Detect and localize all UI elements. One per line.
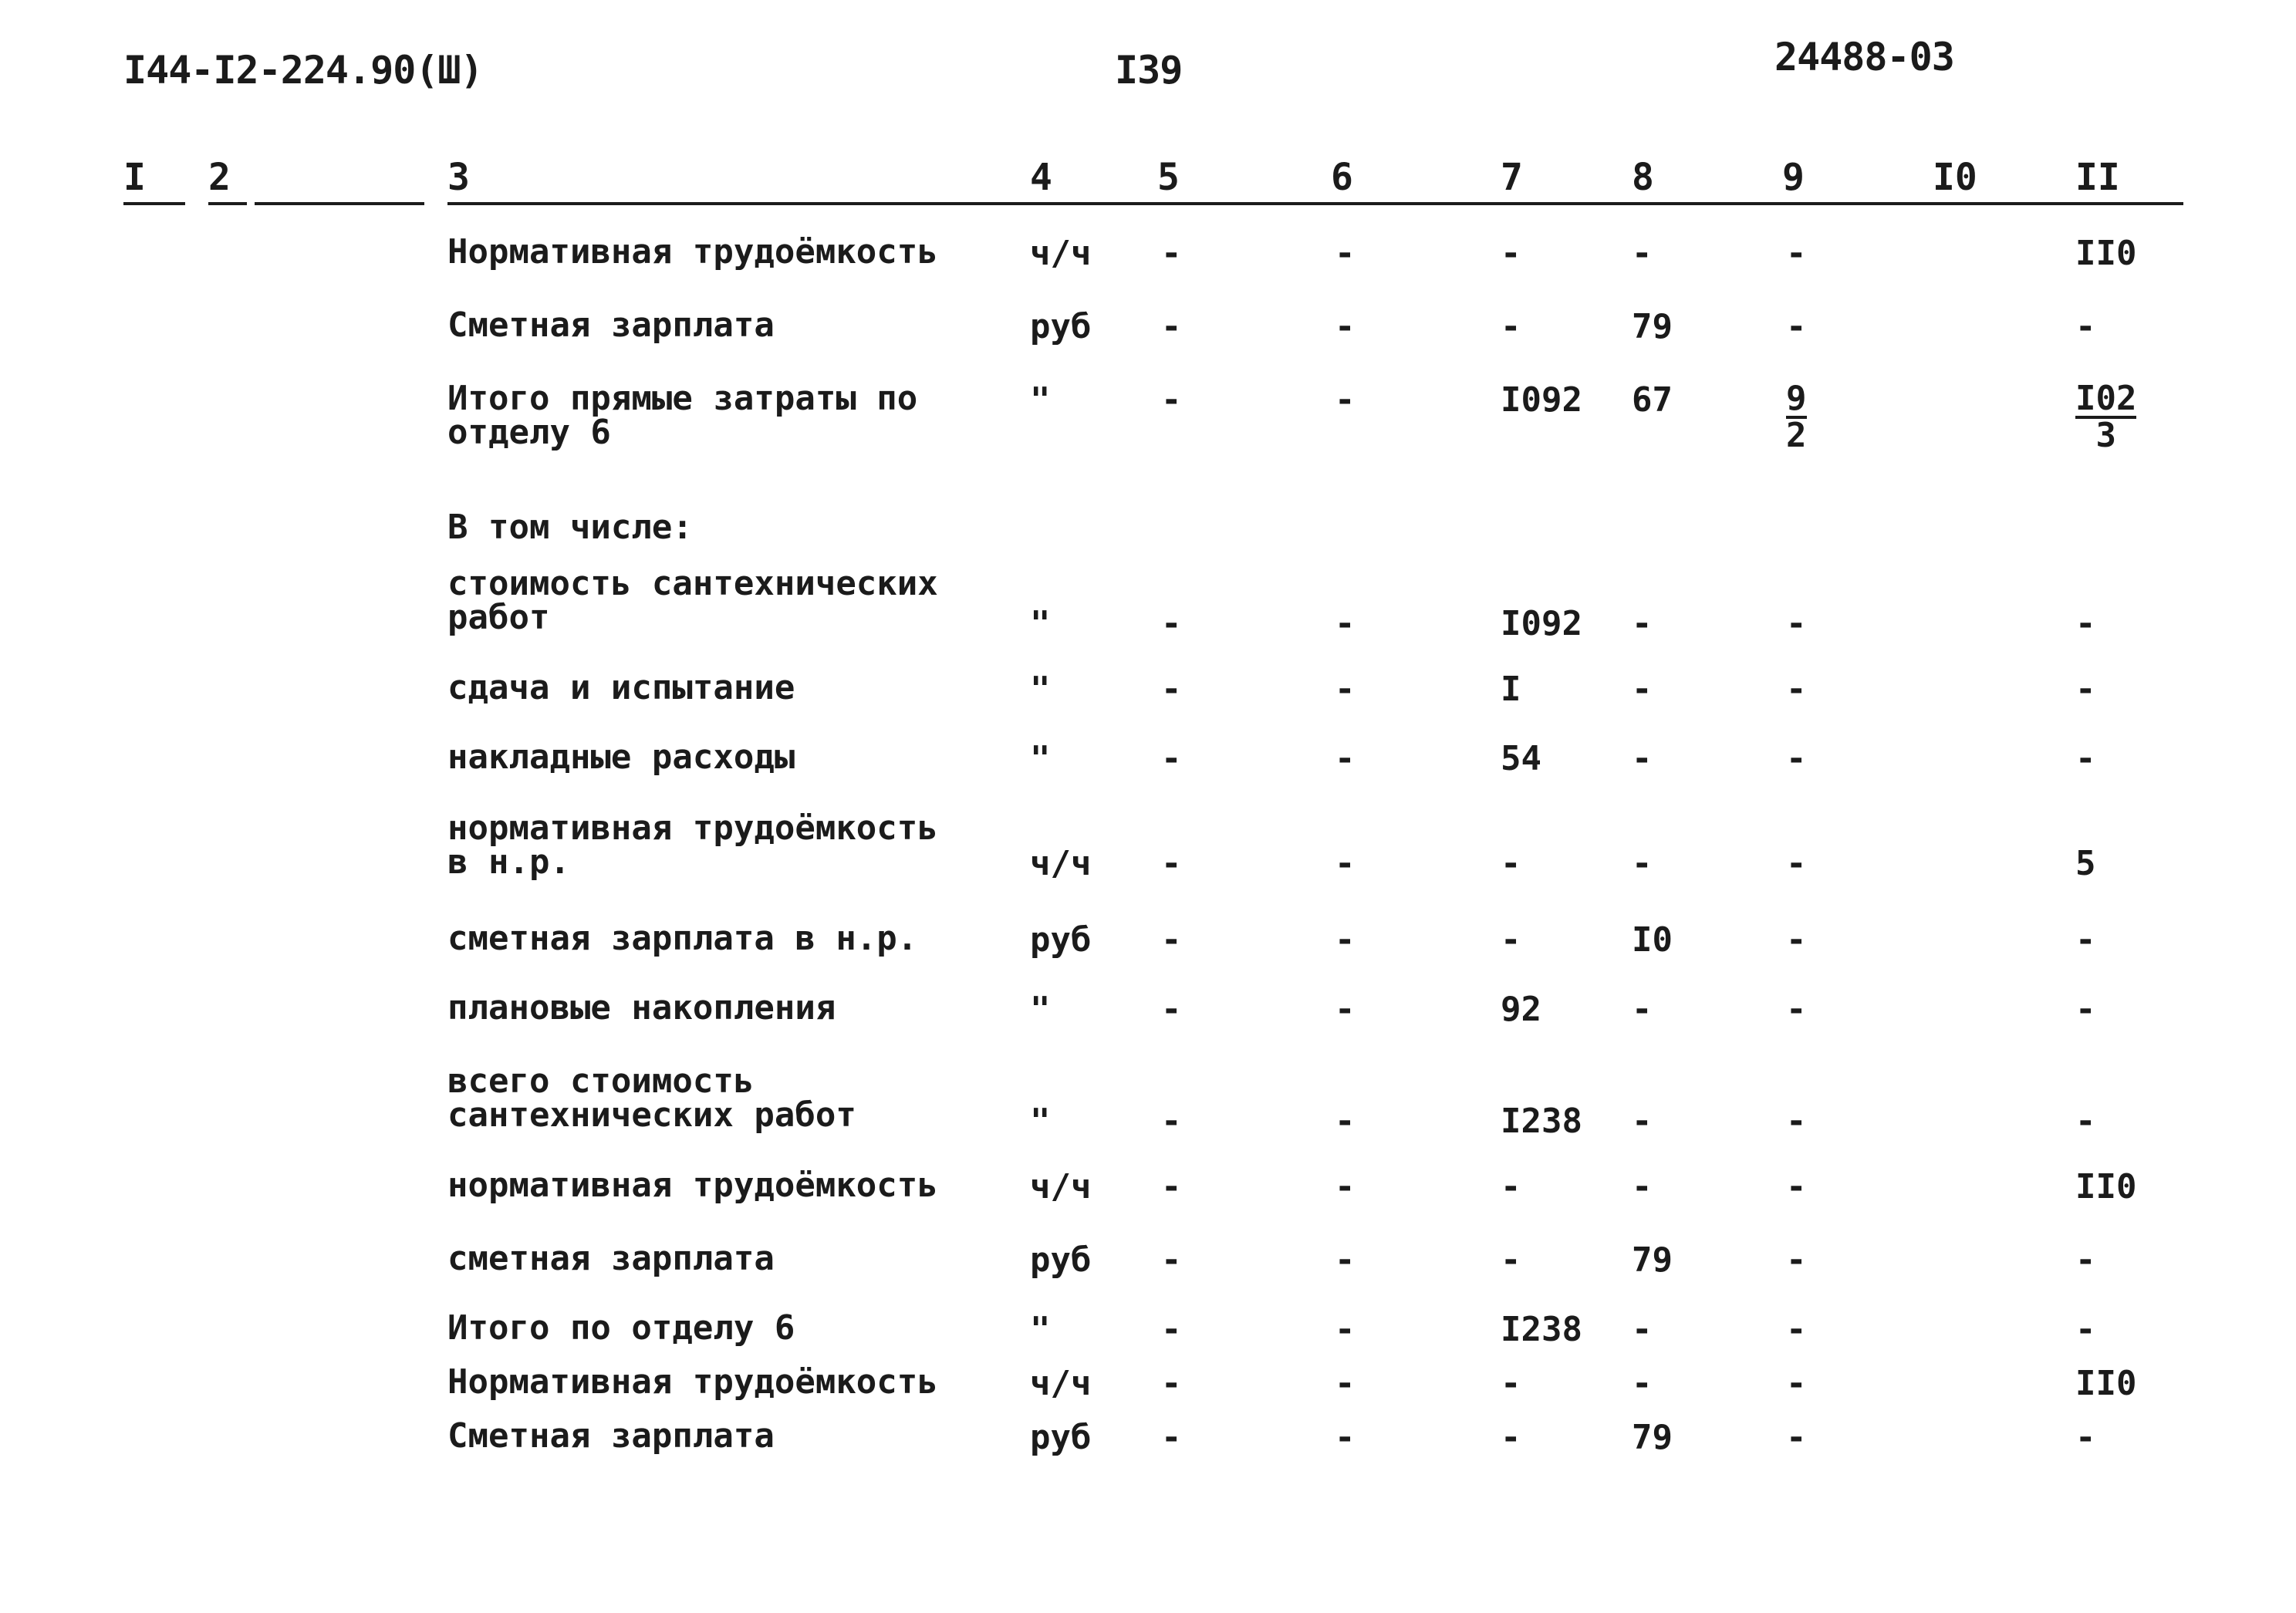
row-value-c5: - xyxy=(1161,1418,1182,1457)
row-value-c5: - xyxy=(1161,1364,1182,1403)
row-name: Сметная зарплата xyxy=(447,1416,775,1456)
row-value-c11: - xyxy=(2075,604,2096,643)
row-value-c11: 5 xyxy=(2075,844,2096,883)
row-name: сметная зарплата xyxy=(447,1239,775,1278)
row-value-c6: - xyxy=(1335,380,1356,420)
row-value-c5: - xyxy=(1161,844,1182,883)
row-name: Итого по отделу 6 xyxy=(447,1308,795,1348)
row-value-c6: - xyxy=(1335,307,1356,346)
row-value-c9: - xyxy=(1786,1167,1807,1206)
row-value-c9: - xyxy=(1786,920,1807,960)
row-value-c8: 79 xyxy=(1632,1240,1673,1280)
row-value-c5: - xyxy=(1161,234,1182,273)
row-name: плановые накопления xyxy=(447,988,836,1028)
row-value-c6: - xyxy=(1335,1310,1356,1349)
row-value-c5: - xyxy=(1161,1240,1182,1280)
row-value-c7: I092 xyxy=(1501,604,1582,643)
row-value-c6: - xyxy=(1335,1102,1356,1141)
row-value-c9: - xyxy=(1786,670,1807,709)
row-value-c8: - xyxy=(1632,604,1653,643)
row-name: нормативная трудоёмкость в н.р. xyxy=(447,808,938,882)
row-value-c7: I238 xyxy=(1501,1310,1582,1349)
row-value-c8: - xyxy=(1632,1167,1653,1206)
row-unit: руб xyxy=(1030,307,1092,346)
row-value-c8: - xyxy=(1632,1364,1653,1403)
row-value-c11: - xyxy=(2075,739,2096,778)
row-name: накладные расходы xyxy=(447,737,795,777)
row-fraction-c9 xyxy=(1786,379,1807,455)
row-value-c9: - xyxy=(1786,1418,1807,1457)
row-value-c5: - xyxy=(1161,1102,1182,1141)
row-value-c8: - xyxy=(1632,1310,1653,1349)
row-unit: " xyxy=(1030,1310,1051,1349)
row-name: сдача и испытание xyxy=(447,668,795,707)
row-value-c5: - xyxy=(1161,920,1182,960)
row-value-c8: I0 xyxy=(1632,920,1673,960)
row-value-c7: I238 xyxy=(1501,1102,1582,1141)
row-value-c6: - xyxy=(1335,670,1356,709)
row-value-c11: - xyxy=(2075,990,2096,1029)
column-number-3: 3 xyxy=(447,156,470,199)
fraction-denominator: 2 xyxy=(1786,416,1807,455)
row-value-c9: - xyxy=(1786,1364,1807,1403)
row-value-c8: 79 xyxy=(1632,307,1673,346)
column-number-10: I0 xyxy=(1933,156,1977,199)
row-value-c6: - xyxy=(1335,844,1356,883)
row-value-c9: - xyxy=(1786,1102,1807,1141)
row-unit: ч/ч xyxy=(1030,1364,1092,1403)
row-value-c8: - xyxy=(1632,844,1653,883)
row-value-c11: - xyxy=(2075,1240,2096,1280)
row-value-c7: - xyxy=(1501,1167,1521,1206)
row-value-c11: - xyxy=(2075,920,2096,960)
fraction-numerator: I02 xyxy=(2075,379,2137,418)
row-value-c6: - xyxy=(1335,739,1356,778)
row-unit: " xyxy=(1030,604,1051,643)
row-name: стоимость сантехнических работ xyxy=(447,564,938,637)
row-value-c6: - xyxy=(1335,604,1356,643)
row-value-c6: - xyxy=(1335,1240,1356,1280)
row-unit: руб xyxy=(1030,1418,1092,1457)
row-value-c5: - xyxy=(1161,739,1182,778)
row-name: В том числе: xyxy=(447,508,693,547)
row-value-c7: - xyxy=(1501,920,1521,960)
row-value-c7: I092 xyxy=(1501,380,1582,420)
document-code: I44-I2-224.90(Ш) xyxy=(123,48,483,93)
row-name: нормативная трудоёмкость xyxy=(447,1166,938,1205)
fraction-numerator: 9 xyxy=(1786,379,1807,418)
row-value-c7: - xyxy=(1501,307,1521,346)
row-unit: " xyxy=(1030,990,1051,1029)
row-unit: ч/ч xyxy=(1030,234,1092,273)
row-value-c5: - xyxy=(1161,604,1182,643)
row-value-c7: 54 xyxy=(1501,739,1541,778)
row-value-c5: - xyxy=(1161,990,1182,1029)
row-value-c11: - xyxy=(2075,1310,2096,1349)
row-value-c8: - xyxy=(1632,739,1653,778)
row-value-c5: - xyxy=(1161,1310,1182,1349)
row-value-c6: - xyxy=(1335,1364,1356,1403)
row-value-c8: - xyxy=(1632,234,1653,273)
column-number-4: 4 xyxy=(1030,156,1052,199)
row-value-c11: - xyxy=(2075,670,2096,709)
row-name: Итого прямые затраты по отделу 6 xyxy=(447,379,918,452)
header-rule-1 xyxy=(123,202,185,205)
row-unit: руб xyxy=(1030,1240,1092,1280)
row-unit: " xyxy=(1030,670,1051,709)
row-value-c7: I xyxy=(1501,670,1521,709)
row-name: Нормативная трудоёмкость xyxy=(447,1362,938,1402)
row-unit: ч/ч xyxy=(1030,1167,1092,1206)
header-rule-4 xyxy=(447,202,2183,205)
row-name: Сметная зарплата xyxy=(447,305,775,345)
row-value-c9: - xyxy=(1786,990,1807,1029)
row-unit: " xyxy=(1030,380,1051,420)
row-value-c8: 79 xyxy=(1632,1418,1673,1457)
row-value-c6: - xyxy=(1335,990,1356,1029)
row-value-c11: II0 xyxy=(2075,1167,2137,1206)
row-value-c9: - xyxy=(1786,1240,1807,1280)
row-value-c5: - xyxy=(1161,670,1182,709)
header-rule-3 xyxy=(255,202,424,205)
row-value-c11: - xyxy=(2075,307,2096,346)
row-value-c11: II0 xyxy=(2075,1364,2137,1403)
column-number-11: II xyxy=(2075,156,2120,199)
row-value-c8: - xyxy=(1632,1102,1653,1141)
row-value-c6: - xyxy=(1335,920,1356,960)
row-value-c8: - xyxy=(1632,990,1653,1029)
row-value-c8: 67 xyxy=(1632,380,1673,420)
row-value-c9: - xyxy=(1786,739,1807,778)
fraction-denominator: 3 xyxy=(2095,416,2116,455)
row-value-c9: - xyxy=(1786,844,1807,883)
column-number-9: 9 xyxy=(1782,156,1805,199)
row-value-c6: - xyxy=(1335,1418,1356,1457)
row-unit: " xyxy=(1030,739,1051,778)
row-value-c5: - xyxy=(1161,380,1182,420)
row-value-c8: - xyxy=(1632,670,1653,709)
row-name: всего стоимость сантехнических работ xyxy=(447,1061,856,1135)
row-value-c7: 92 xyxy=(1501,990,1541,1029)
row-fraction-c11 xyxy=(2075,379,2137,455)
row-value-c11: II0 xyxy=(2075,234,2137,273)
row-value-c7: - xyxy=(1501,1418,1521,1457)
row-unit: " xyxy=(1030,1102,1051,1141)
column-number-6: 6 xyxy=(1331,156,1353,199)
page-number: I39 xyxy=(1115,48,1183,93)
row-value-c7: - xyxy=(1501,234,1521,273)
row-value-c9: - xyxy=(1786,1310,1807,1349)
row-name: Нормативная трудоёмкость xyxy=(447,232,938,272)
column-number-7: 7 xyxy=(1501,156,1523,199)
row-unit: руб xyxy=(1030,920,1092,960)
column-number-2: 2 xyxy=(208,156,231,199)
row-value-c7: - xyxy=(1501,844,1521,883)
row-value-c9: - xyxy=(1786,604,1807,643)
row-name: сметная зарплата в н.р. xyxy=(447,919,918,958)
column-number-5: 5 xyxy=(1157,156,1180,199)
row-unit: ч/ч xyxy=(1030,844,1092,883)
row-value-c7: - xyxy=(1501,1240,1521,1280)
header-rule-2 xyxy=(208,202,247,205)
column-number-1: I xyxy=(123,156,146,199)
row-value-c9: - xyxy=(1786,234,1807,273)
column-number-8: 8 xyxy=(1632,156,1654,199)
archive-number: 24488-03 xyxy=(1774,35,1954,79)
row-value-c11: - xyxy=(2075,1418,2096,1457)
row-value-c6: - xyxy=(1335,1167,1356,1206)
row-value-c9: - xyxy=(1786,307,1807,346)
row-value-c7: - xyxy=(1501,1364,1521,1403)
row-value-c5: - xyxy=(1161,307,1182,346)
row-value-c11: - xyxy=(2075,1102,2096,1141)
row-value-c5: - xyxy=(1161,1167,1182,1206)
row-value-c6: - xyxy=(1335,234,1356,273)
